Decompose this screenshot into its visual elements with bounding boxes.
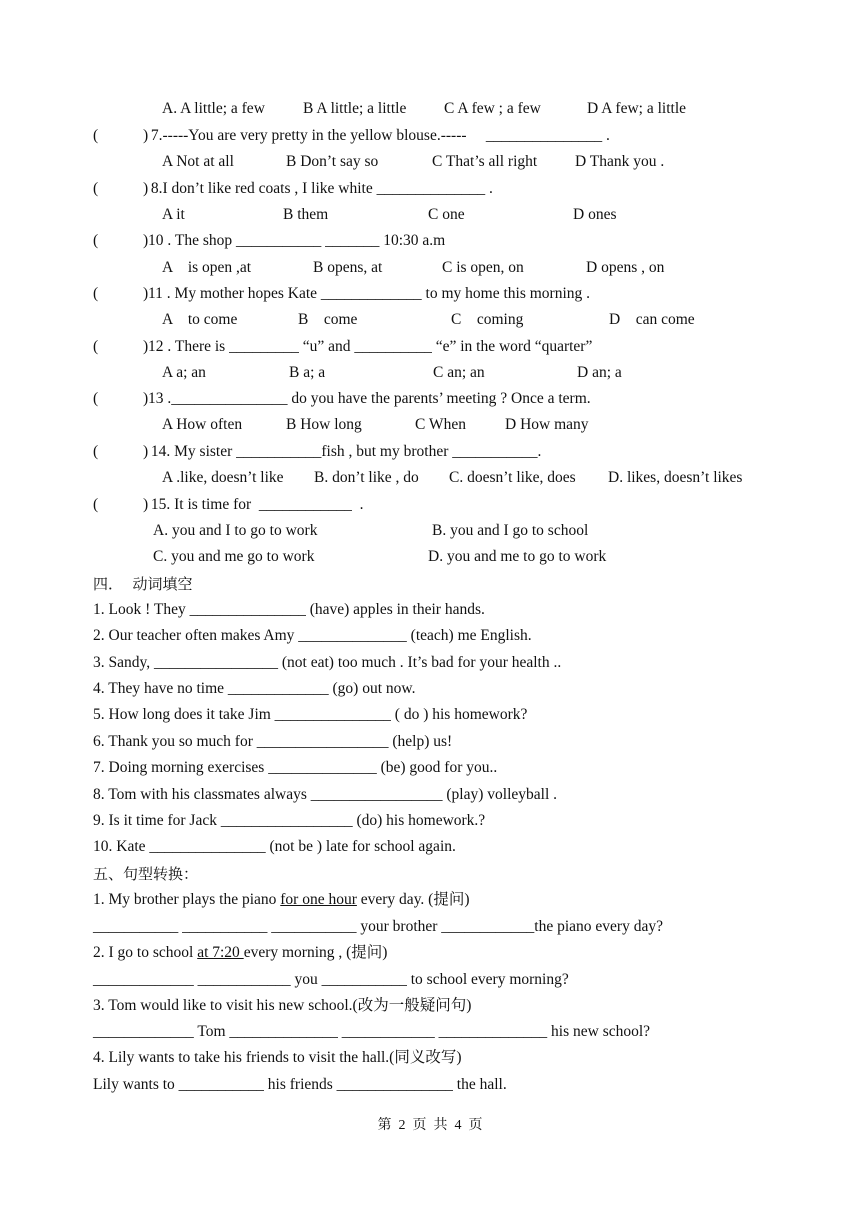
q15-option-d: D. you and me to go to work [428, 548, 607, 565]
q13-paren-close: ) [143, 390, 149, 407]
q14-stem: 14. My sister ___________fish , but my brother ___________. [147, 443, 542, 460]
q11-stem: 11 . My mother hopes Kate _____________ to my home this morning . [148, 285, 590, 302]
q15-option-c: C. you and me go to work [153, 548, 315, 565]
transform-q2-pre: 2. I go to school [93, 944, 198, 961]
transform-q2-answer: _____________ ____________ you ___________ to school every morning? [93, 971, 569, 988]
q10-stem: 10 . The shop ___________ _______ 10:30 a.m [148, 232, 446, 249]
q11-option-b: B come [298, 311, 358, 328]
q11-paren-close: ) [143, 285, 149, 302]
q15-paren-open: ( [93, 496, 99, 513]
q7-option-d: D Thank you . [575, 153, 665, 170]
q6-option-d: D A few; a little [587, 100, 687, 117]
q12-paren-open: ( [93, 338, 99, 355]
q14-option-b: B. don’t like , do [314, 469, 419, 486]
verb-item-9: 9. Is it time for Jack _________________ (do) his homework.? [93, 812, 486, 829]
q14-option-c: C. doesn’t like, does [449, 469, 576, 486]
q8-paren-open: ( [93, 180, 99, 197]
q12-option-d: D an; a [577, 364, 622, 381]
q7-option-b: B Don’t say so [286, 153, 379, 170]
q12-option-a: A a; an [162, 364, 206, 381]
q8-option-d: D ones [573, 206, 617, 223]
q10-option-d: D opens , on [586, 259, 665, 276]
transform-q3-answer: _____________ Tom ______________ ____________ ______________ his new school? [93, 1023, 651, 1040]
q7-stem: 7.-----You are very pretty in the yellow blouse.----- _______________ . [147, 127, 610, 144]
transform-q1-post: every day. (提问) [356, 891, 470, 908]
verb-item-1: 1. Look ! They _______________ (have) apples in their hands. [93, 601, 485, 618]
verb-item-3: 3. Sandy, ________________ (not eat) too much . It’s bad for your health .. [93, 654, 562, 671]
q10-paren-open: ( [93, 232, 99, 249]
q13-stem: 13 ._______________ do you have the parents’ meeting ? Once a term. [148, 390, 591, 407]
section-5-title: 五、句型转换： [93, 865, 199, 883]
verb-item-6: 6. Thank you so much for _________________ (help) us! [93, 733, 453, 750]
q15-option-a: A. you and I to go to work [153, 522, 318, 539]
q6-option-b: B A little; a little [303, 100, 407, 117]
q13-option-a: A How often [162, 416, 243, 433]
verb-item-7: 7. Doing morning exercises ______________ (be) good for you.. [93, 759, 498, 776]
verb-item-2: 2. Our teacher often makes Amy ______________ (teach) me English. [93, 627, 532, 644]
transform-q1-answer: ___________ ___________ ___________ your brother ____________the piano every day? [93, 918, 663, 935]
transform-q2-post: every morning , (提问) [243, 944, 388, 961]
q7-option-c: C That’s all right [432, 153, 538, 170]
q11-option-d: D can come [609, 311, 695, 328]
transform-q4: 4. Lily wants to take his friends to visit the hall.(同义改写) [93, 1049, 462, 1066]
q14-paren-open: ( [93, 443, 99, 460]
transform-q1-underlined: for one hour [280, 891, 357, 908]
q8-paren-close: ) [143, 180, 149, 197]
transform-q2 [93, 943, 387, 963]
verb-item-5: 5. How long does it take Jim _______________ ( do ) his homework? [93, 706, 528, 723]
transform-q3: 3. Tom would like to visit his new school.(改为一般疑问句) [93, 997, 472, 1014]
q14-option-d: D. likes, doesn’t likes [608, 469, 743, 486]
transform-q1-pre: 1. My brother plays the piano [93, 891, 281, 908]
q7-paren-close: ) [143, 127, 149, 144]
q15-stem: 15. It is time for ____________ . [147, 496, 364, 513]
q12-stem: 12 . There is _________ “u” and __________ “e” in the word “quarter” [148, 338, 593, 355]
q8-option-c: C one [428, 206, 465, 223]
q11-paren-open: ( [93, 285, 99, 302]
q11-option-c: C coming [451, 311, 524, 328]
q14-paren-close: ) [143, 443, 149, 460]
q14-option-a: A .like, doesn’t like [162, 469, 284, 486]
q10-paren-close: ) [143, 232, 149, 249]
page-footer: 第 2 页 共 4 页 [377, 1118, 483, 1133]
q10-option-c: C is open, on [442, 259, 524, 276]
q8-option-b: B them [283, 206, 329, 223]
q7-option-a: A Not at all [162, 153, 234, 170]
verb-item-4: 4. They have no time _____________ (go) out now. [93, 680, 416, 697]
q15-option-b: B. you and I go to school [432, 522, 589, 539]
transform-q2-underlined: at 7:20 [197, 944, 244, 961]
q13-option-c: C When [415, 416, 466, 433]
transform-q4-answer: Lily wants to ___________ his friends _______________ the hall. [93, 1076, 507, 1093]
q15-paren-close: ) [143, 496, 149, 513]
q13-option-d: D How many [505, 416, 589, 433]
q8-stem: 8.I don’t like red coats , I like white ______________ . [147, 180, 493, 197]
transform-q1 [93, 890, 470, 910]
q6-option-a: A. A little; a few [162, 100, 265, 117]
q11-option-a: A to come [162, 311, 238, 328]
q12-option-c: C an; an [433, 364, 485, 381]
q8-option-a: A it [162, 206, 185, 223]
q13-option-b: B How long [286, 416, 362, 433]
verb-item-10: 10. Kate _______________ (not be ) late for school again. [93, 838, 456, 855]
q10-option-a: A is open ,at [162, 259, 252, 276]
q12-option-b: B a; a [289, 364, 326, 381]
verb-item-8: 8. Tom with his classmates always _________________ (play) volleyball . [93, 786, 558, 803]
q10-option-b: B opens, at [313, 259, 383, 276]
q6-option-c: C A few ; a few [444, 100, 541, 117]
q12-paren-close: ) [143, 338, 149, 355]
section-4-title: 四． 动词填空 [93, 575, 193, 593]
q7-paren-open: ( [93, 127, 99, 144]
q13-paren-open: ( [93, 390, 99, 407]
